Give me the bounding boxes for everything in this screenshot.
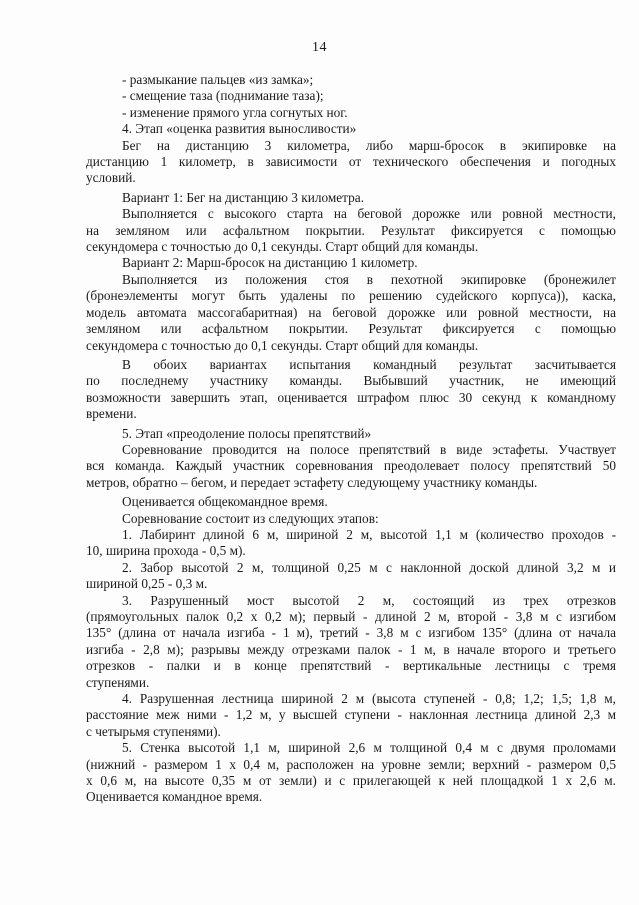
text-line: условий. — [86, 170, 136, 186]
text-line: - изменение прямого угла согнутых ног. — [122, 104, 348, 120]
text-line: 10, ширина прохода - 0,5 м). — [86, 543, 246, 559]
text-line: секундомера с точностью до 0,1 секунды. Старт общий для команды. — [86, 337, 479, 353]
text-line: 1. Лабиринт длиной 6 м, шириной 2 м, высотой 1,1 м (количество проходов - — [122, 526, 616, 542]
text-line: Соревнование проводится на полосе препятствий в виде эстафеты. Участвует — [122, 441, 616, 457]
text-line: Бег на дистанцию 3 километра, либо марш-бросок в экипировке на — [122, 137, 616, 153]
text-line: - смещение таза (поднимание таза); — [122, 88, 324, 104]
text-line: вся команда. Каждый участник соревнования преодолевает полосу препятствий 50 — [86, 458, 616, 474]
text-line: Соревнование состоит из следующих этапов: — [122, 510, 379, 526]
text-line: секундомера с точностью до 0,1 секунды. Старт общий для команды. — [86, 239, 479, 255]
text-line: отрезков - палки и в конце препятствий - вертикальные лестницы с тремя — [86, 658, 616, 674]
text-line: (бронеэлементы могут быть удалены по решению судейского корпуса)), каска, — [86, 288, 616, 304]
text-line: ступенями. — [86, 674, 150, 690]
text-line: дистанцию 1 километр, в зависимости от технического обеспечения и погодных — [86, 154, 616, 170]
text-line: земляном или асфальтном покрытии. Результат фиксируется с помощью — [86, 321, 616, 337]
text-line: 4. Разрушенная лестница шириной 2 м (высота ступеней - 0,8; 1,2; 1,5; 1,8 м, — [122, 691, 616, 707]
text-line: 4. Этап «оценка развития выносливости» — [122, 121, 357, 137]
text-line: расстояние меж ними - 1,2 м, у высшей ступени - наклонная лестница длиной 2,3 м — [86, 707, 616, 723]
text-line: Оценивается общекомандное время. — [122, 494, 328, 510]
page-number: 14 — [312, 40, 327, 55]
text-line: метров, обратно – бегом, и передает эстафету следующему участнику команды. — [86, 474, 538, 490]
text-line: возможности завершить этап, оценивается штрафом плюс 30 секунд к командному — [86, 389, 616, 405]
text-line: 3. Разрушенный мост высотой 2 м, состоящий из трех отрезков — [122, 592, 616, 608]
text-line: изгиба - 2,8 м); разрывы между отрезками палок - 1 м, в начале второго и третьего — [86, 641, 616, 657]
text-line: на земляном или асфальтном покрытии. Результат фиксируется с помощью — [86, 222, 616, 238]
document-body — [86, 72, 616, 806]
text-line: 135° (длина от начала изгиба - 1 м), третий - 3,8 м с изгибом 135° (длина от начала — [86, 625, 616, 641]
text-line: модель автомата массогабаритная) на беговой дорожке или ровной местности, на — [86, 304, 616, 320]
text-line: 2. Забор высотой 2 м, толщиной 0,25 м с наклонной доской длиной 3,2 м и — [122, 559, 616, 575]
text-line: шириной 0,25 - 0,3 м. — [86, 576, 208, 592]
text-line: В обоих вариантах испытания командный результат засчитывается — [122, 356, 616, 372]
text-line: (прямоугольных палок 0,2 х 0,2 м); первый - длиной 2 м, второй - 3,8 м с изгибом — [86, 609, 616, 624]
text-line: х 0,6 м, на высоте 0,35 м от земли) и с прилегающей к ней площадкой 1 х 2,6 м. — [86, 773, 616, 789]
text-line: - размыкание пальцев «из замка»; — [122, 72, 314, 87]
text-line: Выполняется из положения стоя в пехотной экипировке (бронежилет — [122, 271, 616, 287]
text-line: Оценивается командное время. — [86, 789, 263, 805]
text-line: 5. Стенка высотой 1,1 м, шириной 2,6 м толщиной 0,4 м с двумя проломами — [122, 740, 616, 756]
text-line: с четырьмя ступенями). — [86, 723, 221, 739]
text-line: (нижний - размером 1 х 0,4 м, расположен на уровне земли; верхний - размером 0,5 — [86, 756, 616, 772]
text-line: по последнему участнику команды. Выбывший участник, не имеющий — [86, 373, 616, 389]
text-line: времени. — [86, 406, 137, 422]
text-line: Вариант 1: Бег на дистанцию 3 километра. — [122, 189, 365, 205]
text-line: 5. Этап «преодоление полосы препятствий» — [122, 425, 372, 441]
text-line: Выполняется с высокого старта на беговой дорожке или ровной местности, — [122, 206, 616, 222]
text-line: Вариант 2: Марш-бросок на дистанцию 1 километр. — [122, 255, 418, 271]
